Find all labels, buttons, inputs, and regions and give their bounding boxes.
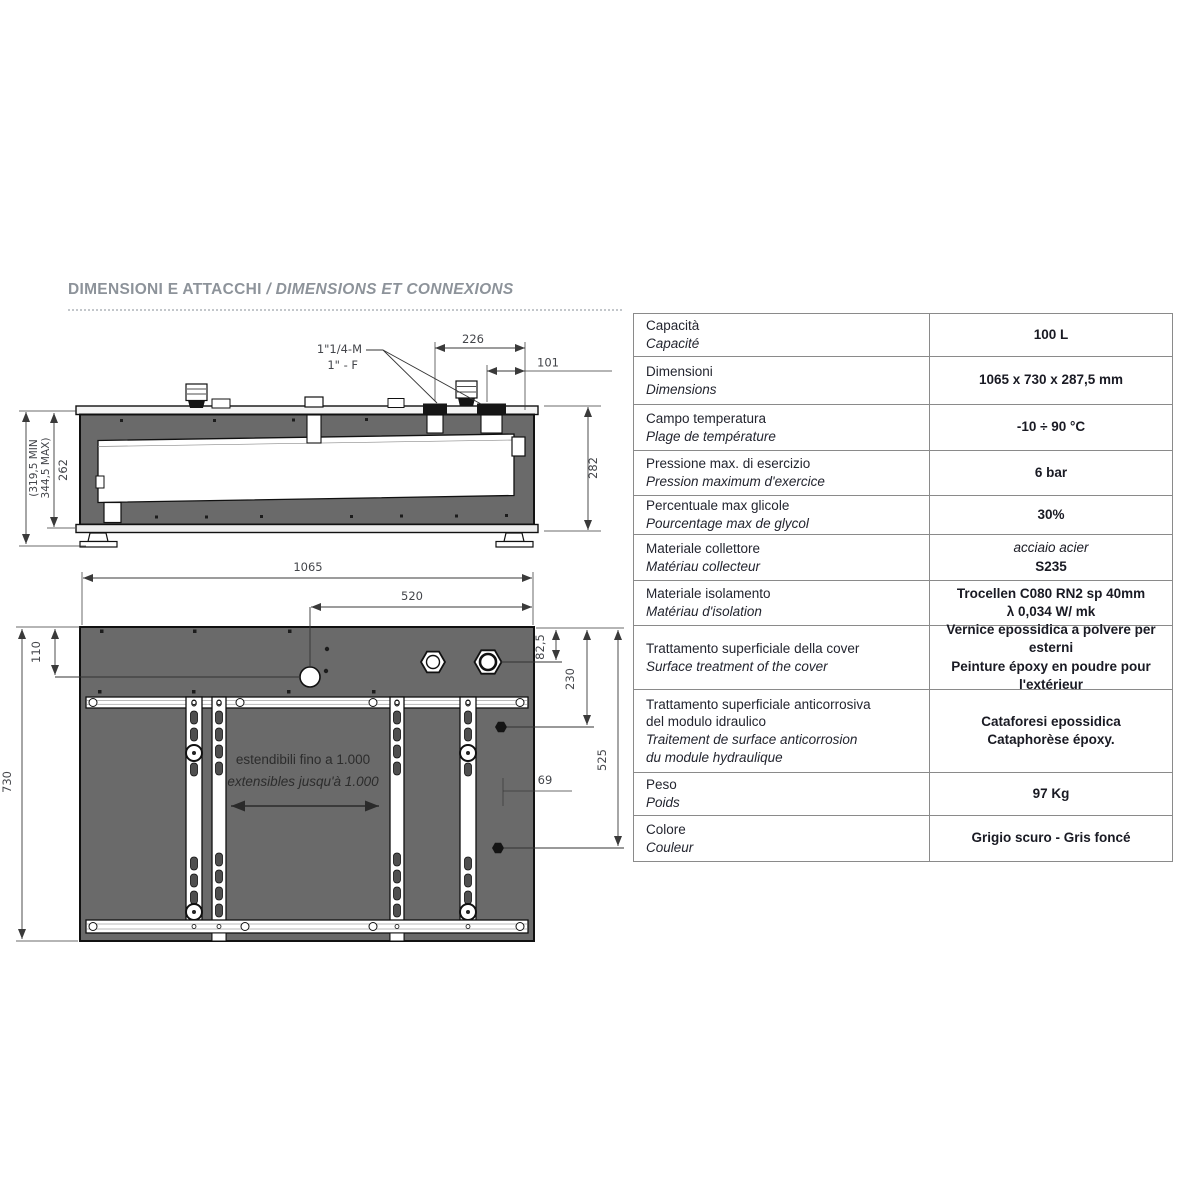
dim-262-label: 262 [56, 459, 70, 481]
plan-hex-nut-1 [421, 652, 445, 673]
table-row-dimensions [634, 356, 1172, 404]
plan-dim-110 [16, 627, 80, 675]
conn-label-2: 1" - F [327, 358, 358, 372]
conn-label-1: 1"1/4-M [316, 342, 362, 356]
table-row-weight [634, 772, 1172, 815]
table-row-capacity [634, 314, 1172, 356]
row-label-it: Trattamento superficiale della cover [646, 640, 860, 656]
dim-101-label: 101 [537, 355, 559, 370]
title-dotted-rule [68, 309, 622, 311]
front-bottom-bar [76, 525, 538, 533]
row-label-it: Dimensioni [646, 363, 713, 379]
plan-rail-a [186, 697, 202, 920]
front-dim-101 [487, 356, 612, 403]
table-row-max-pressure [634, 450, 1172, 495]
extension-note-italian: estendibili fino a 1.000 [235, 752, 371, 767]
row-label-fr: Pourcentage max de glycol [646, 516, 809, 531]
dim-525-label: 525 [595, 749, 609, 771]
row-label-it: Peso [646, 777, 677, 793]
row-value-line2: λ 0,034 W/ mk [1006, 604, 1096, 619]
page-title-french: DIMENSIONS ET CONNEXIONS [275, 281, 514, 298]
dim-825-label: 82,5 [533, 634, 547, 660]
table-row-collector-material [634, 534, 1172, 580]
row-value-line1: Vernice epossidica a polvere per esterni [946, 622, 1156, 656]
row-label-it: Capacità [646, 318, 700, 334]
page-title [68, 281, 514, 299]
row-value-line1: Cataforesi epossidica [981, 713, 1121, 729]
spec-table [633, 313, 1173, 862]
dim-69-label: 69 [537, 773, 553, 787]
dim-1065-label: 1065 [293, 560, 323, 574]
dim-min-label: (319,5 MIN [28, 439, 40, 497]
page-title-separator: / [266, 281, 271, 298]
row-value-line1: Trocellen C080 RN2 sp 40mm [956, 585, 1146, 601]
row-label-fr: Matériau collecteur [646, 558, 761, 574]
dim-520-label: 520 [401, 589, 423, 603]
row-label-fr: Surface treatment of the cover [646, 658, 828, 674]
row-label-it: Materiale collettore [646, 540, 761, 556]
page-title-italian: DIMENSIONI E ATTACCHI [68, 281, 262, 298]
row-label-fr: Pression maximum d'exercice [646, 474, 825, 489]
row-label-it: Campo temperatura [646, 410, 767, 426]
row-value-line1: acciaio acier [1013, 540, 1089, 556]
row-label-it: Colore [646, 821, 686, 837]
row-label-fr: Plage de température [646, 428, 776, 444]
plan-rail-c [390, 697, 404, 941]
row-label-fr: Couleur [646, 839, 694, 855]
extension-note-french: extensibles jusqu'à 1.000 [227, 774, 379, 789]
row-label-it-line2: del modulo idraulico [646, 714, 767, 730]
plan-dim-230 [563, 630, 587, 725]
row-label-it-line1: Trattamento superficiale anticorrosiva [646, 696, 871, 712]
dim-110-label: 110 [29, 641, 43, 663]
row-label-fr-line1: Traitement de surface anticorrosion [646, 732, 858, 747]
front-dim-282 [544, 406, 601, 531]
row-value: 97 Kg [1032, 785, 1070, 801]
plan-dim-520 [311, 589, 532, 607]
row-value-line2: S235 [1035, 558, 1067, 574]
row-label-fr: Matériau d'isolation [646, 604, 762, 619]
row-value-line2: Cataphorèse époxy. [987, 732, 1115, 747]
table-row-cover-treatment [634, 622, 1172, 692]
technical-drawing [0, 320, 632, 980]
plan-small-hole-2 [324, 669, 328, 673]
top-view [0, 560, 624, 941]
row-value: Grigio scuro - Gris foncé [971, 830, 1131, 846]
front-feet [80, 533, 533, 547]
row-label-fr: Poids [646, 795, 680, 810]
table-row-insulation-material [634, 580, 1172, 625]
plan-dim-825 [533, 628, 624, 660]
row-value-line2: Peinture époxy en poudre pour [951, 658, 1151, 674]
row-value: 1065 x 730 x 287,5 mm [978, 372, 1124, 388]
front-left-valve-fitting [186, 384, 230, 408]
row-label-fr: Dimensions [646, 381, 717, 397]
row-value: 100 L [1033, 326, 1069, 342]
dim-730-label: 730 [0, 771, 14, 793]
dim-282-label: 282 [586, 457, 600, 479]
dim-230-label: 230 [563, 668, 577, 690]
row-label-it: Percentuale max glicole [646, 498, 790, 514]
plan-dim-730 [0, 629, 78, 941]
row-value: 30% [1037, 506, 1065, 522]
row-label-fr-line2: du module hydraulique [646, 749, 783, 765]
plan-rail-b [212, 697, 226, 941]
plan-dim-525 [595, 630, 618, 846]
front-view [19, 332, 612, 547]
table-row-max-glycol [634, 495, 1172, 534]
row-value: 6 bar [1034, 464, 1068, 480]
row-label-it: Materiale isolamento [646, 586, 771, 602]
row-label-fr: Capacité [646, 336, 700, 351]
row-value: -10 ÷ 90 °C [1016, 419, 1086, 435]
row-label-it: Pressione max. di esercizio [646, 456, 811, 472]
dim-226-label: 226 [462, 332, 484, 346]
table-row-color [634, 815, 1172, 861]
row-value-line3: l'extérieur [1019, 676, 1083, 692]
plan-rail-d [460, 697, 476, 920]
table-row-temperature-range [634, 404, 1172, 450]
dim-max-label: 344,5 MAX) [40, 437, 52, 499]
table-row-anticorrosion-treatment [634, 689, 1172, 772]
plan-small-hole-1 [325, 647, 329, 651]
plan-dim-1065 [82, 560, 533, 625]
